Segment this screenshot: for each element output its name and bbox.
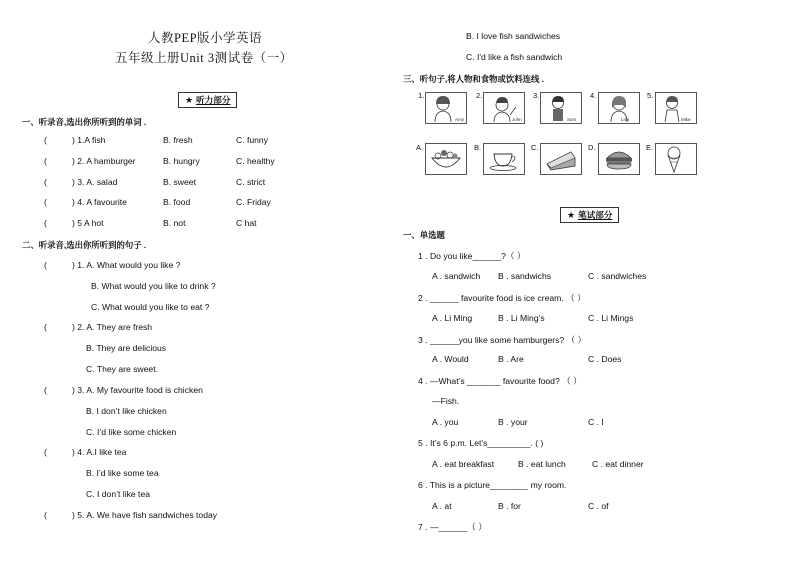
option-a: ) 5 A hot xyxy=(72,218,104,228)
answer-paren[interactable]: ( xyxy=(44,322,47,332)
answer-paren[interactable]: ( xyxy=(44,218,47,228)
svg-text:John: John xyxy=(512,117,522,122)
q4-answer-line: —Fish. xyxy=(432,396,460,406)
food-letter: C. xyxy=(531,143,539,152)
option-b: B. food xyxy=(163,197,191,207)
q2-option-c: C. They are sweet. xyxy=(86,364,158,374)
q1-choice-b: B . sandwichs xyxy=(498,271,552,281)
section1-heading: 一、听录音,选出你所听到的单词 . xyxy=(22,117,147,127)
person-lisa-image xyxy=(598,92,640,124)
food-e-image xyxy=(655,143,697,175)
q6-choice-c: C . of xyxy=(588,501,609,511)
option-c: C. Friday xyxy=(236,197,271,207)
question-6: 6 . This is a picture________ my room. xyxy=(418,480,567,490)
svg-text:Sam: Sam xyxy=(567,117,577,122)
person-mike-image xyxy=(655,92,697,124)
q5-option-a: ) 5. A. We have fish sandwiches today xyxy=(72,510,218,520)
q2-option-a: ) 2. A. They are fresh xyxy=(72,322,153,332)
q4-choice-b: B . your xyxy=(498,417,528,427)
q6-choice-a: A . at xyxy=(432,501,452,511)
answer-paren[interactable]: ( xyxy=(44,447,47,457)
person-john-image xyxy=(483,92,525,124)
q2-choice-a: A . Li Ming xyxy=(432,313,473,323)
food-a-image xyxy=(425,143,467,175)
person-number: 1. xyxy=(418,91,425,100)
option-b: B. fresh xyxy=(163,135,193,145)
boy-icon xyxy=(656,93,696,123)
girl-icon xyxy=(599,93,639,123)
q4-choice-a: A . you xyxy=(432,417,459,427)
option-b: B. sweet xyxy=(163,177,196,187)
q3-choice-c: C . Does xyxy=(588,354,622,364)
svg-text:Lisa: Lisa xyxy=(621,117,630,122)
option-a: ) 3. A. salad xyxy=(72,177,118,187)
q5-choice-c: C . eat dinner xyxy=(592,459,644,469)
person-number: 3. xyxy=(533,91,540,100)
option-c: C hat xyxy=(236,218,257,228)
q1-choice-c: C . sandwiches xyxy=(588,271,647,281)
answer-paren[interactable]: ( xyxy=(44,135,47,145)
answer-paren[interactable]: ( xyxy=(44,197,47,207)
question-4: 4 . —What’s _______ favourite food? （ ） xyxy=(418,376,582,386)
written-part-text: 笔试部分 xyxy=(578,210,613,220)
q5-option-c: C. I'd like a fish sandwich xyxy=(466,52,563,62)
q1-option-c: C. What would you like to eat ? xyxy=(91,302,210,312)
question-3: 3 . ______you like some hamburgers? （ ） xyxy=(418,335,587,345)
boy-icon xyxy=(484,93,524,123)
star-icon: ★ xyxy=(185,95,194,105)
food-letter: E. xyxy=(646,143,654,152)
q6-choice-b: B . for xyxy=(498,501,521,511)
q4-option-c: C. I don’t like tea xyxy=(86,489,151,499)
svg-text:Amy: Amy xyxy=(455,117,464,122)
q3-option-c: C. I’d like some chicken xyxy=(86,427,177,437)
option-c: C. funny xyxy=(236,135,269,145)
question-5: 5 . It’s 6 p.m. Let’s_________. ( ) xyxy=(418,438,544,448)
cake-slice-icon xyxy=(541,144,581,174)
boy-icon xyxy=(541,93,581,123)
option-a: ) 2. A hamburger xyxy=(72,156,136,166)
q1-option-a: ) 1. A. What would you like ? xyxy=(72,260,181,270)
food-letter: D. xyxy=(588,143,596,152)
question-1: 1 . Do you like______?（ ） xyxy=(418,251,526,261)
answer-paren[interactable]: ( xyxy=(44,177,47,187)
option-b: B. hungry xyxy=(163,156,200,166)
answer-paren[interactable]: ( xyxy=(44,510,47,520)
option-b: B. not xyxy=(163,218,186,228)
star-icon: ★ xyxy=(567,210,576,220)
q5-choice-b: B . eat lunch xyxy=(518,459,566,469)
answer-paren[interactable]: ( xyxy=(44,385,47,395)
food-letter: B. xyxy=(474,143,482,152)
q4-option-a: ) 4. A.I like tea xyxy=(72,447,127,457)
food-letter: A. xyxy=(416,143,424,152)
answer-paren[interactable]: ( xyxy=(44,156,47,166)
food-d-image xyxy=(598,143,640,175)
q2-option-b: B. They are delicious xyxy=(86,343,167,353)
question-2: 2 . ______ favourite food is ice cream. （ ） xyxy=(418,293,586,303)
question-7: 7 . —______（ ） xyxy=(418,522,487,532)
q3-option-b: B. I don’t like chicken xyxy=(86,406,167,416)
q3-choice-b: B . Are xyxy=(498,354,524,364)
person-number: 5. xyxy=(647,91,654,100)
food-c-image xyxy=(540,143,582,175)
salad-bowl-icon xyxy=(426,144,466,174)
q4-option-b: B. I’d like some tea xyxy=(86,468,159,478)
person-number: 4. xyxy=(590,91,597,100)
page-title: 人教PEP版小学英语 xyxy=(148,31,263,45)
person-amy-image xyxy=(425,92,467,124)
answer-paren[interactable]: ( xyxy=(44,260,47,270)
hamburger-icon xyxy=(599,144,639,174)
option-a: ) 4. A favourite xyxy=(72,197,127,207)
section3-heading: 三、听句子,将人物和食物或饮料连线 . xyxy=(403,74,544,84)
q3-choice-a: A . Would xyxy=(432,354,469,364)
q1-option-b: B. What would you like to drink ? xyxy=(91,281,216,291)
ice-cream-icon xyxy=(656,144,696,174)
q1-choice-a: A . sandwich xyxy=(432,271,481,281)
food-b-image xyxy=(483,143,525,175)
option-a: ) 1.A fish xyxy=(72,135,106,145)
girl-icon xyxy=(426,93,466,123)
person-number: 2. xyxy=(476,91,483,100)
svg-text:Mike: Mike xyxy=(681,117,691,122)
teacup-icon xyxy=(484,144,524,174)
q2-choice-c: C . Li Mings xyxy=(588,313,634,323)
q5-option-b: B. I love fish sandwiches xyxy=(466,31,561,41)
listening-part-label xyxy=(178,92,237,108)
q2-choice-b: B . Li Ming’s xyxy=(498,313,545,323)
section2-heading: 二、听录音,选出你所听到的句子 . xyxy=(22,240,147,250)
written-part-label xyxy=(560,207,619,223)
listening-part-text: 听力部分 xyxy=(196,95,231,105)
page-subtitle: 五年级上册Unit 3测试卷（一） xyxy=(115,51,293,65)
section4-heading: 一、单选题 xyxy=(403,230,445,240)
person-sam-image xyxy=(540,92,582,124)
option-c: C. healthy xyxy=(236,156,275,166)
q4-choice-c: C . I xyxy=(588,417,604,427)
option-c: C. strict xyxy=(236,177,266,187)
q5-choice-a: A . eat breakfast xyxy=(432,459,495,469)
q3-option-a: ) 3. A. My favourite food is chicken xyxy=(72,385,203,395)
